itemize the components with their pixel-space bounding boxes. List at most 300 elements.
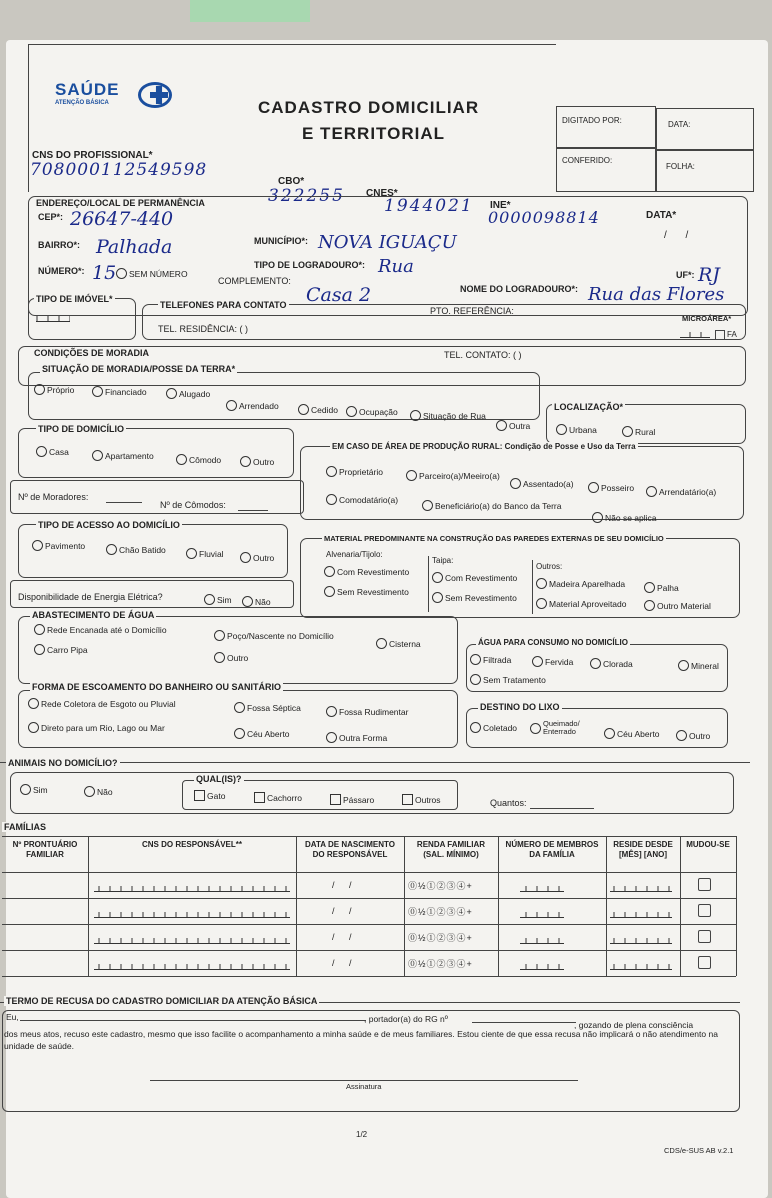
radio-circle-icon: [116, 268, 127, 279]
domicilio-option-1[interactable]: [92, 450, 154, 461]
reside-desde-field[interactable]: [610, 934, 672, 944]
alvenaria-sem-revestimento[interactable]: [324, 586, 409, 597]
mineral-label: Mineral: [691, 660, 719, 671]
familias-header-3: RENDA FAMILIAR (SAL. MÍNIMO): [416, 840, 486, 859]
folha-label: FOLHA:: [666, 162, 695, 171]
fossa-rudimentar-label: Fossa Rudimentar: [339, 706, 409, 717]
cep-label: CEP*:: [38, 212, 64, 222]
localizacao-urbana[interactable]: [556, 424, 597, 435]
rural-option-2[interactable]: [510, 478, 574, 489]
consumo-mineral[interactable]: [678, 660, 719, 671]
radio-circle-icon: [36, 446, 47, 457]
sem-numero-option[interactable]: [116, 268, 188, 279]
rural-option-1-label: Parceiro(a)/Meeiro(a): [419, 470, 500, 481]
tipo-logradouro-label: TIPO DE LOGRADOURO*:: [254, 260, 366, 270]
clorada-label: Clorada: [603, 658, 633, 669]
municipio-value[interactable]: NOVA IGUAÇU: [318, 232, 457, 253]
membros-familia-field[interactable]: [520, 882, 564, 892]
acesso-option-0-label: Pavimento: [45, 540, 86, 551]
radio-circle-icon: [432, 572, 443, 583]
tel-residencia-label[interactable]: TEL. RESIDÊNCIA: ( ): [158, 324, 249, 334]
data-nascimento-field[interactable]: / /: [332, 932, 358, 942]
tel-contato-label[interactable]: TEL. CONTATO: ( ): [444, 350, 522, 360]
lixo-ceu-aberto-label: Céu Aberto: [617, 728, 660, 739]
quais-option-2[interactable]: [330, 794, 374, 805]
familias-header-4: NÚMERO DE MEMBROS DA FAMÍLIA: [505, 840, 599, 859]
taipa-com-revestimento[interactable]: [432, 572, 517, 583]
situacao-option-7[interactable]: [496, 420, 530, 431]
quantos-label: Quantos:: [490, 798, 527, 808]
taipa-com-label: Com Revestimento: [445, 572, 518, 583]
radio-circle-icon: [186, 548, 197, 559]
escoamento-outra[interactable]: [326, 732, 387, 743]
mudou-se-checkbox[interactable]: [698, 904, 711, 917]
radio-circle-icon: [676, 730, 687, 741]
energia-label: Disponibilidade de Energia Elétrica?: [18, 592, 163, 602]
form-version: CDS/e-SUS AB v.2.1: [664, 1146, 734, 1155]
situacao-option-3-label: Arrendado: [239, 400, 279, 411]
palha-label: Palha: [657, 582, 679, 593]
renda-familiar-options[interactable]: ⓪½①②③④+: [408, 959, 473, 969]
mudou-se-checkbox[interactable]: [698, 956, 711, 969]
radio-circle-icon: [530, 723, 541, 734]
data-label: DATA*: [646, 210, 677, 221]
quais-option-1-label: Cachorro: [267, 792, 302, 803]
alvenaria-com-revestimento[interactable]: [324, 566, 409, 577]
quais-option-3-label: Outros: [415, 794, 441, 805]
familias-row-line: [2, 976, 736, 977]
sem-numero-label: SEM NÚMERO: [129, 268, 188, 279]
data-value[interactable]: / /: [664, 230, 697, 241]
radio-circle-icon: [32, 540, 43, 551]
bairro-label: BAIRRO*:: [38, 240, 80, 250]
outros-material-label: Outros:: [536, 562, 563, 571]
radio-circle-icon: [470, 722, 481, 733]
agua-rede[interactable]: [34, 624, 167, 635]
radio-circle-icon: [298, 404, 309, 415]
outro-material-option[interactable]: [644, 600, 711, 611]
situacao-option-1[interactable]: [92, 386, 147, 397]
cep-value[interactable]: 26647-440: [70, 208, 174, 230]
alvenaria-com-label: Com Revestimento: [337, 566, 410, 577]
familias-header-1: CNS DO RESPONSÁVEL**: [141, 840, 243, 849]
situacao-option-0[interactable]: [34, 384, 74, 395]
radio-circle-icon: [214, 630, 225, 641]
localizacao-rural[interactable]: [622, 426, 655, 437]
lixo-outro[interactable]: [676, 730, 710, 741]
agua-rede-label: Rede Encanada até o Domicílio: [47, 624, 167, 635]
coletado-label: Coletado: [483, 722, 518, 733]
animais-title: ANIMAIS NO DOMICÍLIO?: [8, 758, 118, 768]
escoamento-rede-label: Rede Coletora de Esgoto ou Pluvial: [41, 698, 176, 709]
assinatura-line[interactable]: [150, 1080, 578, 1081]
agua-outro[interactable]: [214, 652, 248, 663]
fossa-septica-label: Fossa Séptica: [247, 702, 301, 713]
radio-circle-icon: [604, 728, 615, 739]
cns-profissional-value[interactable]: 708000112549598: [30, 160, 208, 180]
complemento-label: COMPLEMENTO:: [218, 276, 291, 286]
filtrada-label: Filtrada: [483, 654, 512, 665]
mudou-se-checkbox[interactable]: [698, 930, 711, 943]
radio-circle-icon: [644, 600, 655, 611]
familias-col-line: [296, 836, 297, 976]
consumo-clorada[interactable]: [590, 658, 633, 669]
radio-circle-icon: [240, 456, 251, 467]
familias-col-line: [88, 836, 89, 976]
radio-circle-icon: [240, 552, 251, 563]
familias-row-line: [2, 950, 736, 951]
tipo-domicilio-title: TIPO DE DOMICÍLIO: [38, 424, 125, 434]
condicoes-moradia-title: CONDIÇÕES DE MORADIA: [34, 348, 150, 358]
radio-circle-icon: [622, 426, 633, 437]
radio-circle-icon: [106, 544, 117, 555]
saude-logo: SAÚDE: [55, 80, 120, 99]
animais-nao-label: Não: [97, 786, 113, 797]
familias-col-line: [680, 836, 681, 976]
radio-circle-icon: [422, 500, 433, 511]
radio-circle-icon: [34, 384, 45, 395]
lixo-title: DESTINO DO LIXO: [480, 702, 560, 712]
cnes-value[interactable]: 1944021: [384, 196, 474, 216]
animais-nao[interactable]: [84, 786, 113, 797]
quais-option-1[interactable]: [254, 792, 302, 803]
recusa-nome-field[interactable]: [20, 1020, 366, 1021]
situacao-option-2-label: Alugado: [179, 388, 211, 399]
familias-header-2: DATA DE NASCIMENTO DO RESPONSÁVEL: [305, 840, 395, 859]
radio-circle-icon: [234, 702, 245, 713]
renda-familiar-options[interactable]: ⓪½①②③④+: [408, 881, 473, 891]
material-divider-2: [532, 560, 533, 614]
situacao-option-5-label: Ocupação: [359, 406, 398, 417]
radio-circle-icon: [92, 450, 103, 461]
familias-header-6: MUDOU-SE: [686, 840, 730, 849]
radio-circle-icon: [324, 566, 335, 577]
radio-circle-icon: [646, 486, 657, 497]
cbo-value[interactable]: 322255: [268, 186, 345, 206]
acesso-option-1-label: Chão Batido: [119, 544, 166, 555]
acesso-option-0[interactable]: [32, 540, 85, 551]
telefones-label: TELEFONES PARA CONTATO: [160, 300, 287, 310]
comodos-field[interactable]: [238, 510, 268, 511]
situacao-option-7-label: Outra: [509, 420, 531, 431]
radio-circle-icon: [644, 582, 655, 593]
situacao-option-1-label: Financiado: [105, 386, 147, 397]
reside-desde-field[interactable]: [610, 908, 672, 918]
tipo-imovel-label: TIPO DE IMÓVEL*: [36, 294, 113, 304]
endereco-section-title: ENDEREÇO/LOCAL DE PERMANÊNCIA: [36, 198, 205, 208]
renda-familiar-options[interactable]: ⓪½①②③④+: [408, 933, 473, 943]
digitado-box: [556, 106, 656, 148]
recusa-rg-field[interactable]: [472, 1022, 576, 1023]
lixo-coletado[interactable]: [470, 722, 517, 733]
alvenaria-sem-label: Sem Revestimento: [337, 586, 409, 597]
escoamento-fossa-septica[interactable]: [234, 702, 301, 713]
data-nascimento-field[interactable]: / /: [332, 958, 358, 968]
rural-option-4[interactable]: [646, 486, 716, 497]
radio-circle-icon: [496, 420, 507, 431]
agua-carro-pipa[interactable]: [34, 644, 88, 655]
escoamento-rede[interactable]: [28, 698, 176, 709]
bairro-value[interactable]: Palhada: [96, 236, 173, 258]
energia-nao-label: Não: [255, 596, 271, 607]
taipa-sem-label: Sem Revestimento: [445, 592, 517, 603]
rural-option-3[interactable]: [588, 482, 634, 493]
energia-sim-label: Sim: [217, 594, 232, 605]
acesso-option-1[interactable]: [106, 544, 166, 555]
radio-circle-icon: [326, 732, 337, 743]
reside-desde-field[interactable]: [610, 882, 672, 892]
radio-circle-icon: [590, 658, 601, 669]
acesso-option-3[interactable]: [240, 552, 274, 563]
radio-circle-icon: [678, 660, 689, 671]
localizacao-title: LOCALIZAÇÃO*: [554, 402, 623, 412]
situacao-option-4[interactable]: [298, 404, 338, 415]
acesso-option-3-label: Outro: [253, 552, 275, 563]
situacao-option-3[interactable]: [226, 400, 279, 411]
radio-circle-icon: [234, 728, 245, 739]
radio-circle-icon: [376, 638, 387, 649]
familias-header-5: RESIDE DESDE [MÊS] [ANO]: [613, 840, 673, 859]
escoamento-rio-label: Direto para um Rio, Lago ou Mar: [41, 722, 165, 733]
nome-logradouro-label: NOME DO LOGRADOURO*:: [460, 284, 578, 294]
tipo-imovel-field[interactable]: [36, 312, 70, 322]
fa-label: FA: [727, 330, 737, 339]
numero-value[interactable]: 15: [92, 262, 117, 284]
moradores-field[interactable]: [106, 502, 142, 503]
agua-carro-pipa-label: Carro Pipa: [47, 644, 88, 655]
situacao-title: SITUAÇÃO DE MORADIA/POSSE DA TERRA*: [42, 364, 236, 374]
radio-circle-icon: [324, 586, 335, 597]
energia-nao[interactable]: [242, 596, 271, 607]
quais-option-0[interactable]: [194, 790, 225, 801]
checkbox-icon: [330, 794, 341, 805]
material-aproveitado-option[interactable]: [536, 598, 627, 609]
consumo-fervida[interactable]: [532, 656, 573, 667]
rural-option-0-label: Proprietário: [339, 466, 383, 477]
animais-sim-label: Sim: [33, 784, 48, 795]
pto-referencia-label: PTO. REFERÊNCIA:: [430, 306, 514, 316]
recusa-eu: Eu,: [6, 1012, 19, 1022]
situacao-option-0-label: Próprio: [47, 384, 75, 395]
ine-label: INE*: [490, 200, 511, 211]
folha-box: [656, 150, 754, 192]
agua-poco-label: Poço/Nascente no Domicílio: [227, 630, 334, 641]
domicilio-option-3-label: Outro: [253, 456, 275, 467]
material-divider-1: [428, 556, 429, 612]
renda-familiar-options[interactable]: ⓪½①②③④+: [408, 907, 473, 917]
consumo-sem-tratamento[interactable]: [470, 674, 546, 685]
recusa-portador: , portador(a) do RG nº: [364, 1014, 448, 1024]
radio-circle-icon: [326, 494, 337, 505]
data-nascimento-field[interactable]: / /: [332, 906, 358, 916]
microarea-label: MICROÁREA*: [682, 314, 732, 323]
radio-circle-icon: [20, 784, 31, 795]
membros-familia-field[interactable]: [520, 934, 564, 944]
rural-option2-0-label: Comodatário(a): [339, 494, 399, 505]
complemento-value[interactable]: Casa 2: [306, 284, 372, 306]
domicilio-option-0[interactable]: [36, 446, 69, 457]
cns-responsavel-field[interactable]: [94, 960, 290, 970]
material-aproveitado-label: Material Aproveitado: [549, 598, 627, 609]
radio-circle-icon: [510, 478, 521, 489]
familias-col-line: [606, 836, 607, 976]
cnes-label: CNES*: [366, 188, 398, 199]
form-title-line2: E TERRITORIAL: [302, 124, 446, 143]
radio-circle-icon: [242, 596, 253, 607]
reside-desde-field[interactable]: [610, 960, 672, 970]
consumo-filtrada[interactable]: [470, 654, 511, 665]
rural-option-1[interactable]: [406, 470, 500, 481]
familias-header-0: Nº PRONTUÁRIO FAMILIAR: [12, 840, 78, 859]
quais-option-0-label: Gato: [207, 790, 226, 801]
domicilio-option-2-label: Cômodo: [189, 454, 222, 465]
radio-circle-icon: [166, 388, 177, 399]
membros-familia-field[interactable]: [520, 960, 564, 970]
conferido-box: [556, 148, 656, 192]
cbo-label: CBO*: [278, 176, 305, 187]
agua-cisterna-label: Cisterna: [389, 638, 421, 649]
radio-circle-icon: [214, 652, 225, 663]
rural-option2-2-label: Não se aplica: [605, 512, 657, 523]
madeira-option[interactable]: [536, 578, 625, 589]
acesso-option-2-label: Fluvial: [199, 548, 224, 559]
data-nascimento-field[interactable]: / /: [332, 880, 358, 890]
acesso-title: TIPO DE ACESSO AO DOMICÍLIO: [38, 520, 180, 530]
rural-option-0[interactable]: [326, 466, 383, 477]
queimado-label: Queimado/ Enterrado: [543, 719, 580, 736]
agua-outro-label: Outro: [227, 652, 249, 663]
animais-sim[interactable]: [20, 784, 48, 795]
situacao-option-6-label: Situação de Rua: [423, 410, 486, 421]
madeira-label: Madeira Aparelhada: [549, 578, 626, 589]
rural-option2-1[interactable]: [422, 500, 561, 511]
rural-option-3-label: Posseiro: [601, 482, 635, 493]
domicilio-option-3[interactable]: [240, 456, 274, 467]
numero-label: NÚMERO*:: [38, 266, 85, 276]
familias-top-line: [2, 836, 736, 837]
mudou-se-checkbox[interactable]: [698, 878, 711, 891]
page-number: 1/2: [356, 1130, 368, 1139]
recusa-texto: dos meus atos, recuso este cadastro, mesmo que isso facilite o acompanhamento a minha saúde e de meus familiares. Estou ciente de que essa recusa não implicará o não atendimento na unidade de saúde.: [4, 1029, 718, 1051]
consumo-title: ÁGUA PARA CONSUMO NO DOMICÍLIO: [478, 638, 628, 647]
domicilio-option-0-label: Casa: [49, 446, 69, 457]
data-box: [656, 108, 754, 150]
familias-row-line: [2, 872, 736, 873]
rural-option2-2[interactable]: [592, 512, 657, 523]
data-header-label: DATA:: [668, 120, 691, 129]
tipo-logradouro-value[interactable]: Rua: [378, 256, 414, 277]
sem-tratamento-label: Sem Tratamento: [483, 674, 546, 685]
comodos-label: Nº de Cômodos:: [160, 500, 226, 510]
familias-col-line: [404, 836, 405, 976]
palha-option[interactable]: [644, 582, 679, 593]
taipa-label: Taipa:: [432, 556, 454, 565]
acesso-option-2[interactable]: [186, 548, 224, 559]
rural-option2-1-label: Beneficiário(a) do Banco da Terra: [435, 500, 562, 511]
nome-logradouro-value[interactable]: Rua das Flores: [588, 284, 725, 305]
quais-title: QUAL(IS)?: [196, 774, 242, 784]
domicilio-option-2[interactable]: [176, 454, 221, 465]
radio-circle-icon: [34, 624, 45, 635]
atencao-basica-label: ATENÇÃO BÁSICA: [55, 100, 109, 106]
radio-circle-icon: [592, 512, 603, 523]
radio-circle-icon: [410, 410, 421, 421]
uf-value[interactable]: RJ: [698, 264, 720, 286]
area-rural-title: EM CASO DE ÁREA DE PRODUÇÃO RURAL: Condição de Posse e Uso da Terra: [332, 442, 636, 451]
radio-circle-icon: [532, 656, 543, 667]
rural-option2-0[interactable]: [326, 494, 398, 505]
quais-option-3[interactable]: [402, 794, 441, 805]
checkbox-icon: [254, 792, 265, 803]
radio-circle-icon: [34, 644, 45, 655]
lixo-ceu-aberto[interactable]: [604, 728, 660, 739]
urbana-label: Urbana: [569, 424, 597, 435]
agua-poco[interactable]: [214, 630, 334, 641]
escoamento-ceu-aberto[interactable]: [234, 728, 290, 739]
radio-circle-icon: [536, 598, 547, 609]
radio-circle-icon: [326, 466, 337, 477]
escoamento-fossa-rudimentar[interactable]: [326, 706, 408, 717]
outro-material-label: Outro Material: [657, 600, 711, 611]
familias-row-line: [2, 898, 736, 899]
radio-circle-icon: [432, 592, 443, 603]
fervida-label: Fervida: [545, 656, 574, 667]
radio-circle-icon: [92, 386, 103, 397]
radio-circle-icon: [556, 424, 567, 435]
familias-col-line: [498, 836, 499, 976]
rural-label: Rural: [635, 426, 656, 437]
taipa-sem-revestimento[interactable]: [432, 592, 517, 603]
assinatura-label: Assinatura: [346, 1082, 382, 1091]
radio-circle-icon: [28, 722, 39, 733]
escoamento-rio[interactable]: [28, 722, 165, 733]
ine-value[interactable]: 0000098814: [488, 208, 600, 227]
cns-responsavel-field[interactable]: [94, 908, 290, 918]
lixo-queimado[interactable]: [530, 720, 589, 736]
familias-col-line: [736, 836, 737, 976]
membros-familia-field[interactable]: [520, 908, 564, 918]
radio-circle-icon: [406, 470, 417, 481]
domicilio-option-1-label: Apartamento: [105, 450, 154, 461]
situacao-option-5[interactable]: [346, 406, 398, 417]
checkbox-icon: [402, 794, 413, 805]
material-title: MATERIAL PREDOMINANTE NA CONSTRUÇÃO DAS PAREDES EXTERNAS DE SEU DOMICÍLIO: [324, 534, 664, 543]
situacao-option-2[interactable]: [166, 388, 210, 399]
checkbox-icon: [194, 790, 205, 801]
familias-title: FAMÍLIAS: [4, 822, 46, 832]
escoamento-ceu-aberto-label: Céu Aberto: [247, 728, 290, 739]
familias-row-line: [2, 924, 736, 925]
quantos-field[interactable]: [530, 808, 594, 809]
radio-circle-icon: [470, 674, 481, 685]
escoamento-title: FORMA DE ESCOAMENTO DO BANHEIRO OU SANITÁRIO: [32, 682, 282, 692]
form-title-line1: CADASTRO DOMICILIAR: [258, 98, 480, 117]
agua-cisterna[interactable]: [376, 638, 421, 649]
moradores-label: Nº de Moradores:: [18, 492, 89, 502]
radio-circle-icon: [326, 706, 337, 717]
radio-circle-icon: [28, 698, 39, 709]
cns-profissional-label: CNS DO PROFISSIONAL*: [32, 150, 153, 161]
radio-circle-icon: [536, 578, 547, 589]
municipio-label: MUNICÍPIO*:: [254, 236, 308, 246]
situacao-option-6[interactable]: [410, 410, 486, 421]
cns-responsavel-field[interactable]: [94, 882, 290, 892]
conferido-label: CONFERIDO:: [562, 156, 613, 165]
energia-sim[interactable]: [204, 594, 232, 605]
alvenaria-label: Alvenaria/Tijolo:: [326, 550, 383, 559]
lixo-outro-label: Outro: [689, 730, 711, 741]
cns-responsavel-field[interactable]: [94, 934, 290, 944]
